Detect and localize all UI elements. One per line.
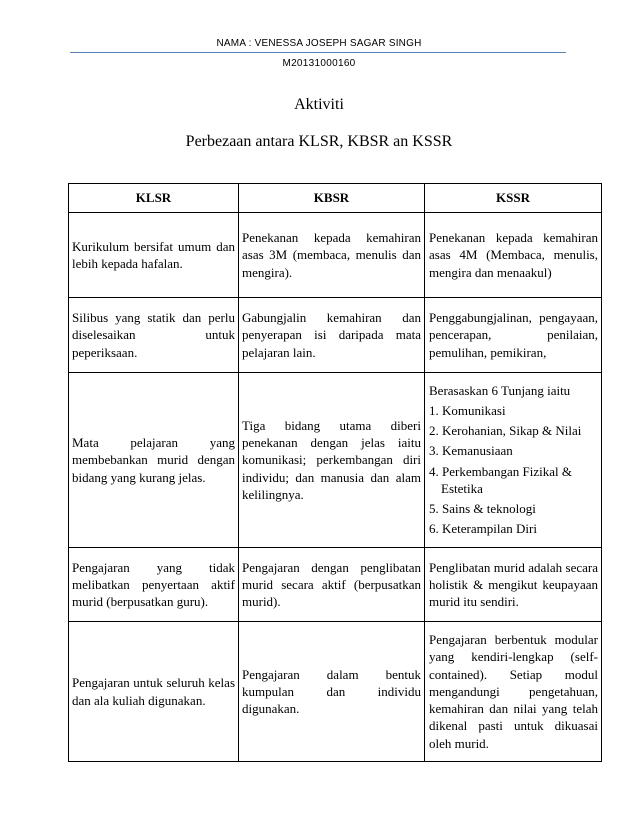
table-row — [69, 373, 602, 548]
list-item: 1. Komunikasi — [429, 402, 506, 418]
list-item: 3. Kemanusiaan — [429, 443, 513, 459]
cell-kbsr: Pengajaran dalam bentuk kumpulan dan individu digunakan. — [239, 622, 425, 762]
table-row — [69, 548, 602, 622]
column-header-kbsr: KBSR — [239, 184, 425, 213]
table-header-row — [69, 184, 602, 213]
list-item: 6. Keterampilan Diri — [429, 521, 537, 537]
list-item: 2. Kerohanian, Sikap & Nilai — [429, 422, 582, 438]
cell-klsr: Silibus yang statik dan perlu diselesaikan untuk peperiksaan. — [69, 298, 239, 373]
column-header-klsr: KLSR — [69, 184, 239, 213]
cell-klsr: Mata pelajaran yang membebankan murid dengan bidang yang kurang jelas. — [69, 373, 239, 548]
kssr-tunjang-list — [429, 402, 598, 538]
cell-klsr: Pengajaran yang tidak melibatkan penyertaan aktif murid (berpusatkan guru). — [69, 548, 239, 622]
cell-kbsr: Penekanan kepada kemahiran asas 3M (membaca, menulis dan mengira). — [239, 213, 425, 298]
list-item: 4. Perkembangan Fizikal & Estetika — [429, 463, 572, 496]
list-item: 5. Sains & teknologi — [429, 501, 536, 517]
table-row — [69, 213, 602, 298]
cell-kbsr: Gabungjalin kemahiran dan penyerapan isi daripada mata pelajaran lain. — [239, 298, 425, 373]
cell-kbsr: Pengajaran dengan penglibatan murid secara aktif (berpusatkan murid). — [239, 548, 425, 622]
cell-kssr: Penekanan kepada kemahiran asas 4M (Membaca, menulis, mengira dan menaakul) — [425, 213, 602, 298]
kssr-tunjang-intro: Berasaskan 6 Tunjang iaitu — [429, 383, 571, 399]
cell-kssr: Penglibatan murid adalah secara holistik & mengikut keupayaan murid itu sendiri. — [425, 548, 602, 622]
page-subtitle: Perbezaan antara KLSR, KBSR an KSSR — [185, 133, 453, 150]
cell-kssr: Penggabungjalinan, pengayaan, pencerapan, penilaian, pemulihan, pemikiran, — [425, 298, 602, 373]
header-divider — [70, 52, 566, 53]
cell-kbsr: Tiga bidang utama diberi penekanan dengan jelas iaitu komunikasi; perkembangan diri individu; dan manusia dan alam kelilingnya. — [239, 373, 425, 548]
table-row — [69, 298, 602, 373]
cell-klsr: Pengajaran untuk seluruh kelas dan ala kuliah digunakan. — [69, 622, 239, 762]
comparison-table — [68, 183, 602, 762]
table-row — [69, 622, 602, 762]
cell-kssr — [425, 373, 602, 548]
author-name-header: NAMA : VENESSA JOSEPH SAGAR SINGH — [216, 38, 422, 49]
cell-kssr: Pengajaran berbentuk modular yang kendiri-lengkap (self-contained). Setiap modul mengandungi pengetahuan, kemahiran dan nilai yang telah dikenal pasti untuk dikuasai oleh murid. — [425, 622, 602, 762]
cell-klsr: Kurikulum bersifat umum dan lebih kepada hafalan. — [69, 213, 239, 298]
column-header-kssr: KSSR — [425, 184, 602, 213]
student-id-header: M20131000160 — [282, 58, 356, 69]
page-title: Aktiviti — [294, 96, 344, 113]
